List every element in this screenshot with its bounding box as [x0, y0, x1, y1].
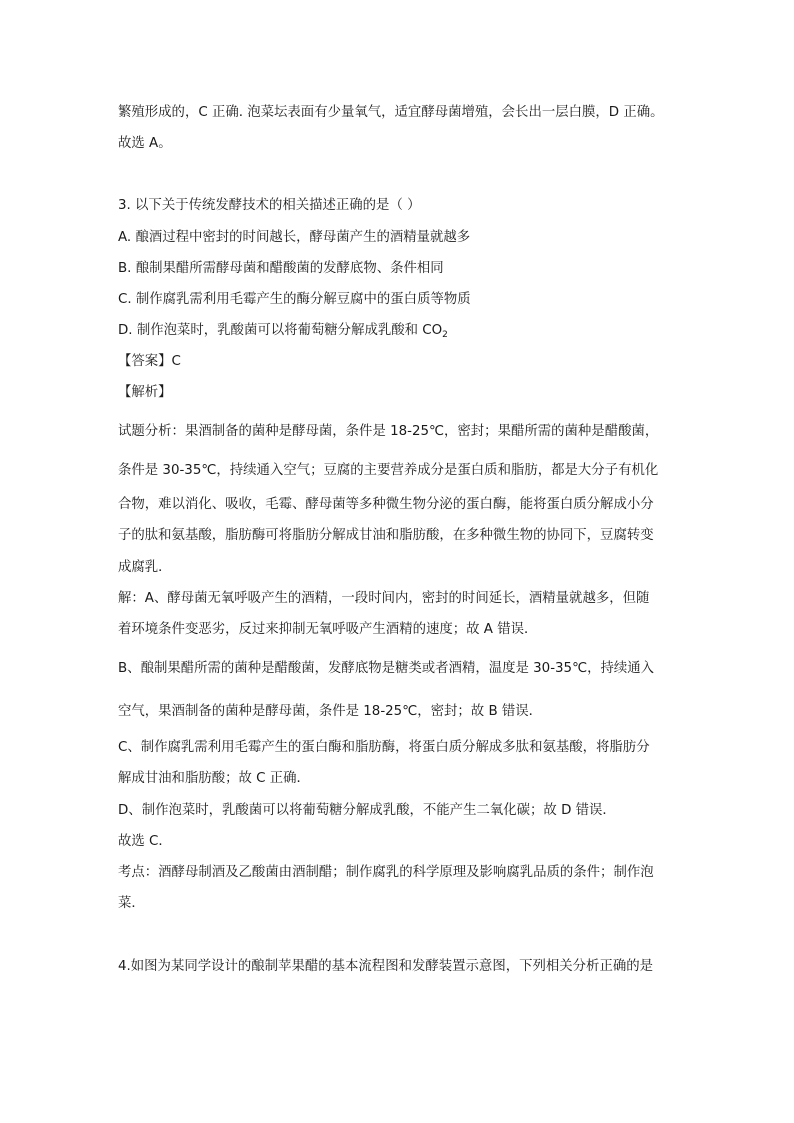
analysis-line: 子的肽和氨基酸，脂肪酶可将脂肪分解成甘油和脂肪酸，在多种微生物的协同下，豆腐转变 [118, 528, 654, 543]
analysis-line: D、制作泡菜时，乳酸菌可以将葡萄糖分解成乳酸，不能产生二氧化碳；故 D 错误． [118, 803, 616, 818]
analysis-line: 空气，果酒制备的菌种是酵母菌，条件是 18-25℃，密封；故 B 错误． [118, 704, 543, 719]
question-3-option-b: B. 酿制果醋所需酵母菌和醋酸菌的发酵底物、条件相同 [118, 261, 444, 276]
option-d-text: D. 制作泡菜时，乳酸菌可以将葡萄糖分解成乳酸和 CO [118, 323, 443, 338]
analysis-line: 解成甘油和脂肪酸；故 C 正确． [118, 771, 310, 786]
question-3-stem: 3. 以下关于传统发酵技术的相关描述正确的是（ ） [118, 198, 421, 213]
analysis-line: 条件是 30-35℃，持续通入空气；豆腐的主要营养成分是蛋白质和脂肪，都是大分子有机化 [118, 463, 659, 478]
analysis-line: 菜． [118, 896, 145, 911]
analysis-line: B、酿制果醋所需的菌种是醋酸菌，发酵底物是糖类或者酒精，温度是 30-35℃，持续通入 [118, 661, 655, 676]
intro-line-1: 繁殖形成的，C 正确. 泡菜坛表面有少量氧气，适宜酵母菌增殖，会长出一层白膜，D 正确。 [118, 105, 664, 120]
question-3-option-a: A. 酿酒过程中密封的时间越长，酵母菌产生的酒精量就越多 [118, 230, 471, 245]
question-3-option-d [118, 322, 448, 340]
analysis-line: 着环境条件变恶劣，反过来抑制无氧呼吸产生酒精的速度；故 A 错误． [118, 622, 538, 637]
analysis-heading: 【解析】 [118, 385, 172, 400]
analysis-line: C、制作腐乳需利用毛霉产生的蛋白酶和脂肪酶，将蛋白质分解成多肽和氨基酸，将脂肪分 [118, 740, 650, 755]
question-4-stem: 4.如图为某同学设计的酿制苹果醋的基本流程图和发酵装置示意图，下列相关分析正确的是 [118, 959, 654, 974]
analysis-line: 故选 C． [118, 834, 172, 849]
analysis-line: 解：A、酵母菌无氧呼吸产生的酒精，一段时间内，密封的时间延长，酒精量就越多，但随 [118, 591, 650, 606]
answer-label: 【答案】C [118, 354, 181, 369]
analysis-line: 合物，难以消化、吸收，毛霉、酵母菌等多种微生物分泌的蛋白酶，能将蛋白质分解成小分 [118, 497, 654, 512]
question-3-option-c: C. 制作腐乳需利用毛霉产生的酶分解豆腐中的蛋白质等物质 [118, 292, 471, 307]
analysis-line: 考点：酒酵母制酒及乙酸菌由酒制醋；制作腐乳的科学原理及影响腐乳品质的条件；制作泡 [118, 865, 654, 880]
option-d-subscript: 2 [442, 330, 448, 340]
analysis-line: 成腐乳． [118, 560, 172, 575]
analysis-line: 试题分析：果酒制备的菌种是酵母菌，条件是 18-25℃，密封；果醋所需的菌种是醋酸菌， [118, 424, 659, 439]
intro-line-2: 故选 A。 [118, 136, 172, 151]
